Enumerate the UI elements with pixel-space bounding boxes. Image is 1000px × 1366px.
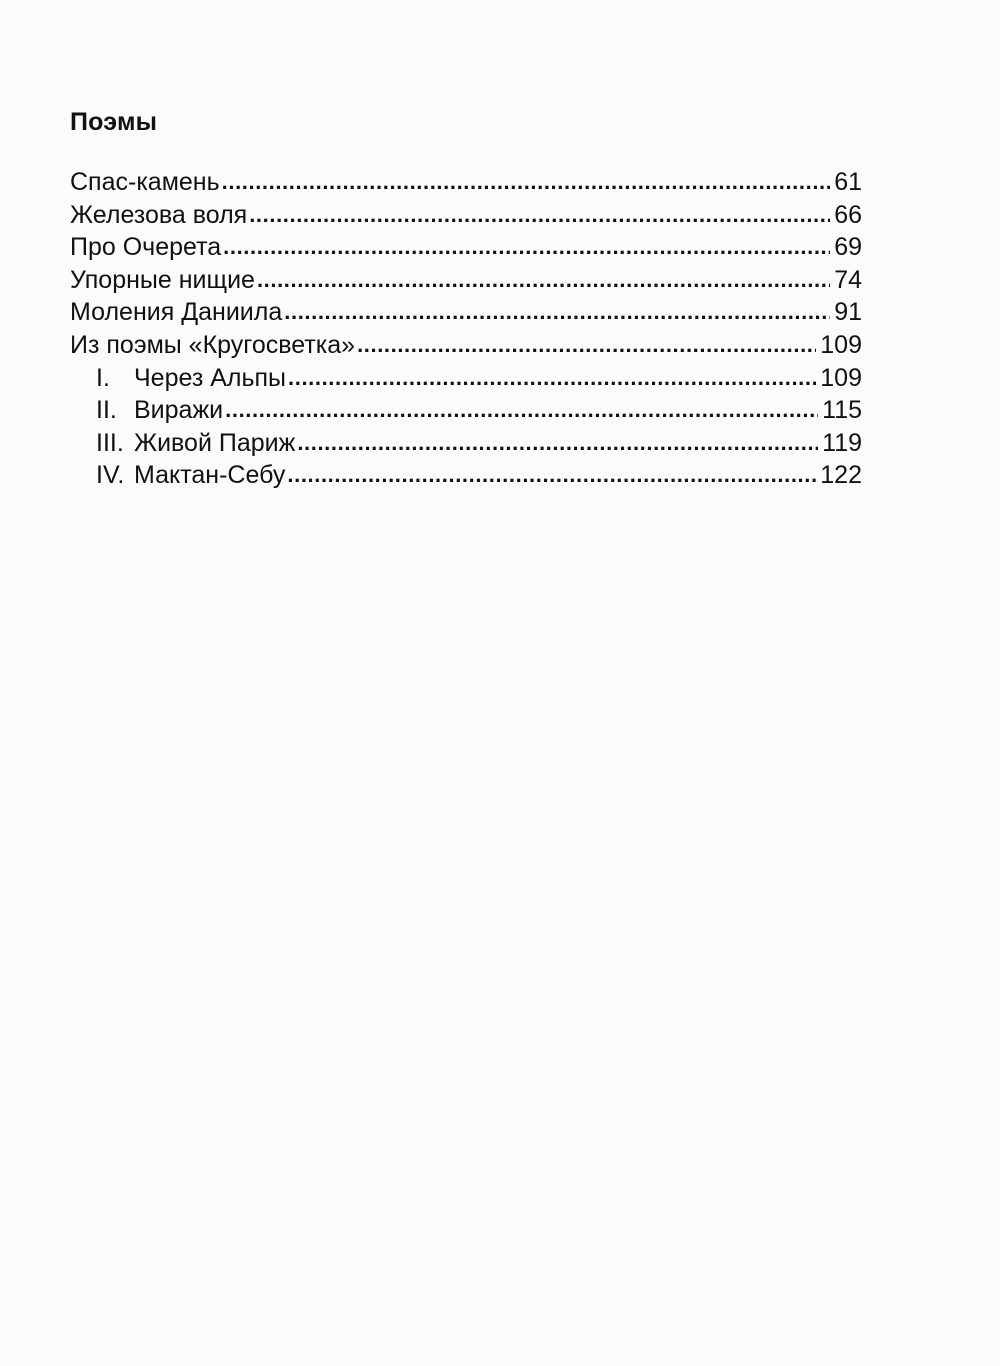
toc-entry-page: 66	[834, 200, 862, 229]
toc-subentry-numeral: III.	[96, 428, 124, 457]
toc-entry-page: 69	[834, 233, 862, 262]
toc-entry-title: Моления Даниила	[70, 298, 283, 327]
toc-entry-title: Виражи	[134, 396, 224, 425]
toc-entry-title: Про Очерета	[70, 233, 222, 262]
toc-entry-title: Упорные нищие	[70, 265, 255, 294]
toc-subentry-numeral: I.	[96, 363, 110, 392]
toc-entry-page: 122	[820, 461, 862, 490]
dot-leader	[225, 393, 818, 427]
toc-subentry-virazhi	[70, 394, 862, 427]
toc-subentry-maktan-sebu	[70, 459, 862, 492]
dot-leader	[249, 198, 830, 232]
toc-subentry-numeral: IV.	[96, 461, 125, 490]
toc-entry-title: Через Альпы	[134, 363, 287, 392]
toc-entry-page: 119	[822, 428, 862, 457]
dot-leader	[223, 230, 830, 264]
dot-leader	[297, 426, 818, 460]
dot-leader	[288, 361, 816, 395]
toc-entry-zhelezova-volya	[70, 199, 862, 232]
toc-entry-upornye-nishchie	[70, 264, 862, 297]
toc-entry-moleniya-daniila	[70, 296, 862, 329]
toc-entry-title: Живой Париж	[134, 428, 296, 457]
table-of-contents	[70, 166, 862, 492]
toc-entry-title: Спас-камень	[70, 168, 220, 196]
dot-leader	[284, 295, 830, 329]
toc-entry-title: Мактан-Себу	[134, 461, 286, 490]
toc-entry-page: 109	[820, 363, 862, 392]
toc-subentry-numeral: II.	[96, 396, 117, 425]
toc-subentry-zhivoy-parizh	[70, 427, 862, 460]
toc-subentry-cherez-alpy	[70, 362, 862, 395]
toc-entry-page: 61	[834, 168, 862, 196]
dot-leader	[357, 328, 816, 362]
toc-entry-krugosvetka	[70, 329, 862, 362]
dot-leader	[222, 165, 831, 199]
toc-entry-spas-kamen	[70, 166, 862, 199]
toc-entry-title: Из поэмы «Кругосветка»	[70, 330, 356, 359]
toc-entry-page: 115	[822, 396, 862, 425]
section-title: Поэмы	[70, 108, 158, 136]
toc-entry-page: 74	[834, 265, 862, 294]
dot-leader	[287, 458, 816, 492]
toc-entry-page: 91	[834, 298, 862, 327]
toc-entry-title: Железова воля	[70, 200, 248, 229]
toc-entry-page: 109	[820, 330, 862, 359]
dot-leader	[257, 263, 830, 297]
toc-entry-pro-ochereta	[70, 231, 862, 264]
